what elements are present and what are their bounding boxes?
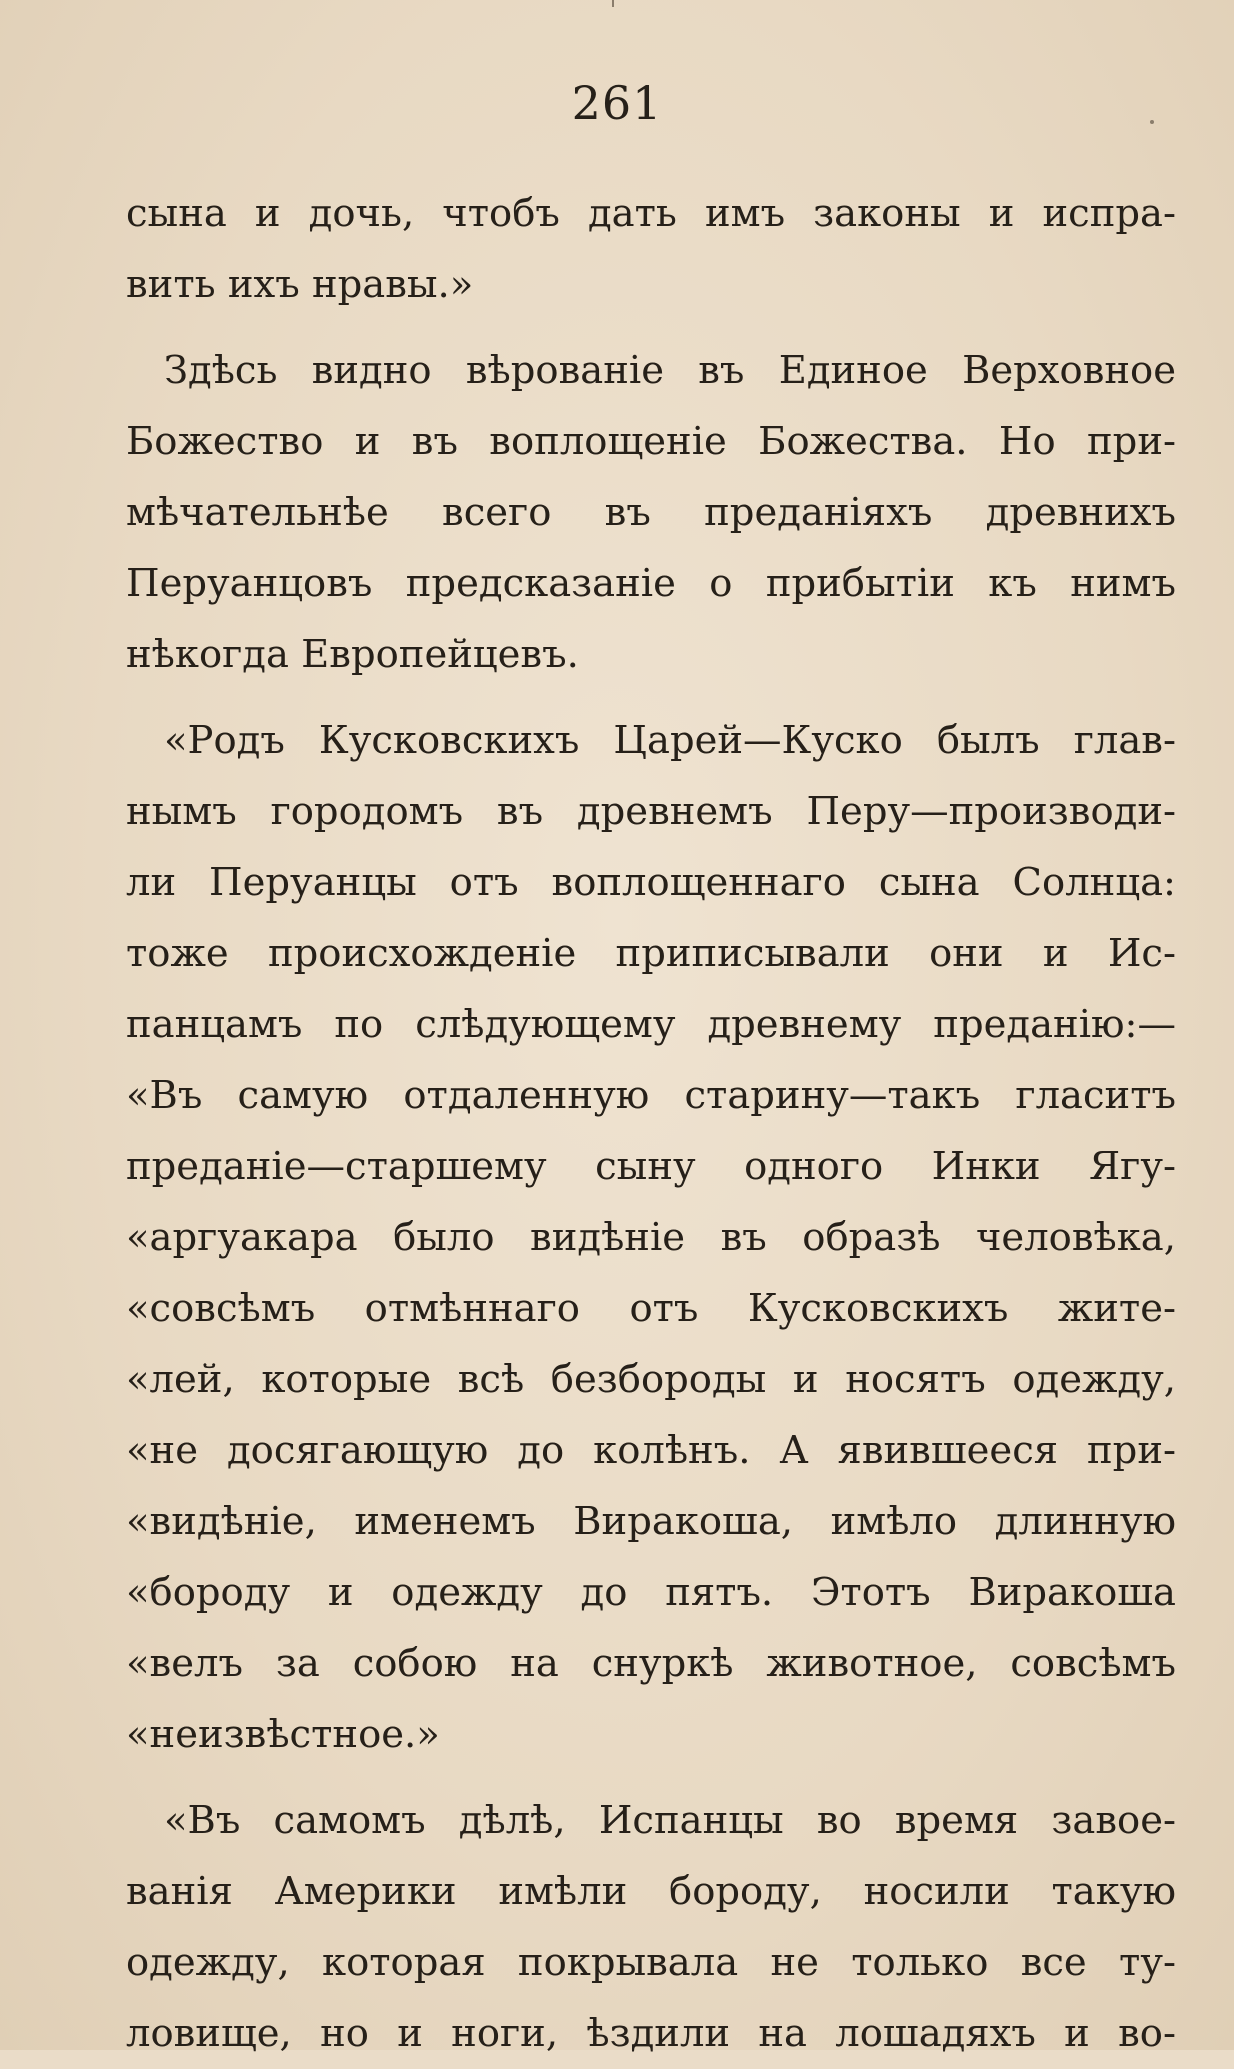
text-line: нымъ городомъ въ древнемъ Перу—производи- — [126, 789, 1176, 834]
text-line: «аргуакара было видѣніе въ образѣ человѣка, — [126, 1215, 1176, 1260]
text-line: мѣчательнѣе всего въ преданіяхъ древнихъ — [126, 490, 1176, 535]
text-line: «совсѣмъ отмѣннаго отъ Кусковскихъ жите- — [126, 1286, 1176, 1331]
text-line: «видѣніе, именемъ Виракоша, имѣло длинную — [126, 1499, 1176, 1544]
paragraph — [126, 335, 1176, 690]
text-line: преданіе—старшему сыну одного Инки Ягу- — [126, 1144, 1176, 1189]
text-line: «велъ за собою на снуркѣ животное, совсѣмъ — [126, 1641, 1176, 1686]
text-line: вить ихъ нравы.» — [126, 262, 474, 307]
paragraph — [126, 178, 1176, 320]
paragraph — [126, 705, 1176, 1770]
text-line: «неизвѣстное.» — [126, 1712, 440, 1757]
page-number: 261 — [571, 76, 663, 130]
text-line: тоже происхожденіе приписывали они и Ис- — [126, 931, 1176, 976]
text-line: ловище, но и ноги, ѣздили на лошадяхъ и во- — [126, 2011, 1176, 2056]
text-line: Здѣсь видно вѣрованіе въ Единое Верховное — [164, 348, 1176, 393]
text-line: «Въ самую отдаленную старину—такъ гласитъ — [126, 1073, 1176, 1118]
scan-mark — [612, 0, 614, 7]
text-line: ли Перуанцы отъ воплощеннаго сына Солнца: — [126, 860, 1176, 905]
text-line: ванія Америки имѣли бороду, носили такую — [126, 1869, 1176, 1914]
text-line: «не досягающую до колѣнъ. А явившееся при- — [126, 1428, 1176, 1473]
text-line: нѣкогда Европейцевъ. — [126, 632, 579, 677]
text-line: Перуанцовъ предсказаніе о прибытіи къ нимъ — [126, 561, 1176, 606]
text-line: «лей, которые всѣ безбороды и носятъ одежду, — [126, 1357, 1176, 1402]
paragraph — [126, 1785, 1176, 2069]
text-line: Божество и въ воплощеніе Божества. Но при- — [126, 419, 1176, 464]
text-line: одежду, которая покрывала не только все ту- — [126, 1940, 1176, 1985]
text-line: сына и дочь, чтобъ дать имъ законы и испра- — [126, 191, 1176, 236]
text-line: «Въ самомъ дѣлѣ, Испанцы во время завое- — [164, 1798, 1176, 1843]
text-line: «Родъ Кусковскихъ Царей—Куско былъ глав- — [164, 718, 1176, 763]
body-text — [126, 178, 1176, 2069]
text-line: панцамъ по слѣдующему древнему преданію:— — [126, 1002, 1176, 1047]
text-line: «бороду и одежду до пятъ. Этотъ Виракоша — [126, 1570, 1176, 1615]
